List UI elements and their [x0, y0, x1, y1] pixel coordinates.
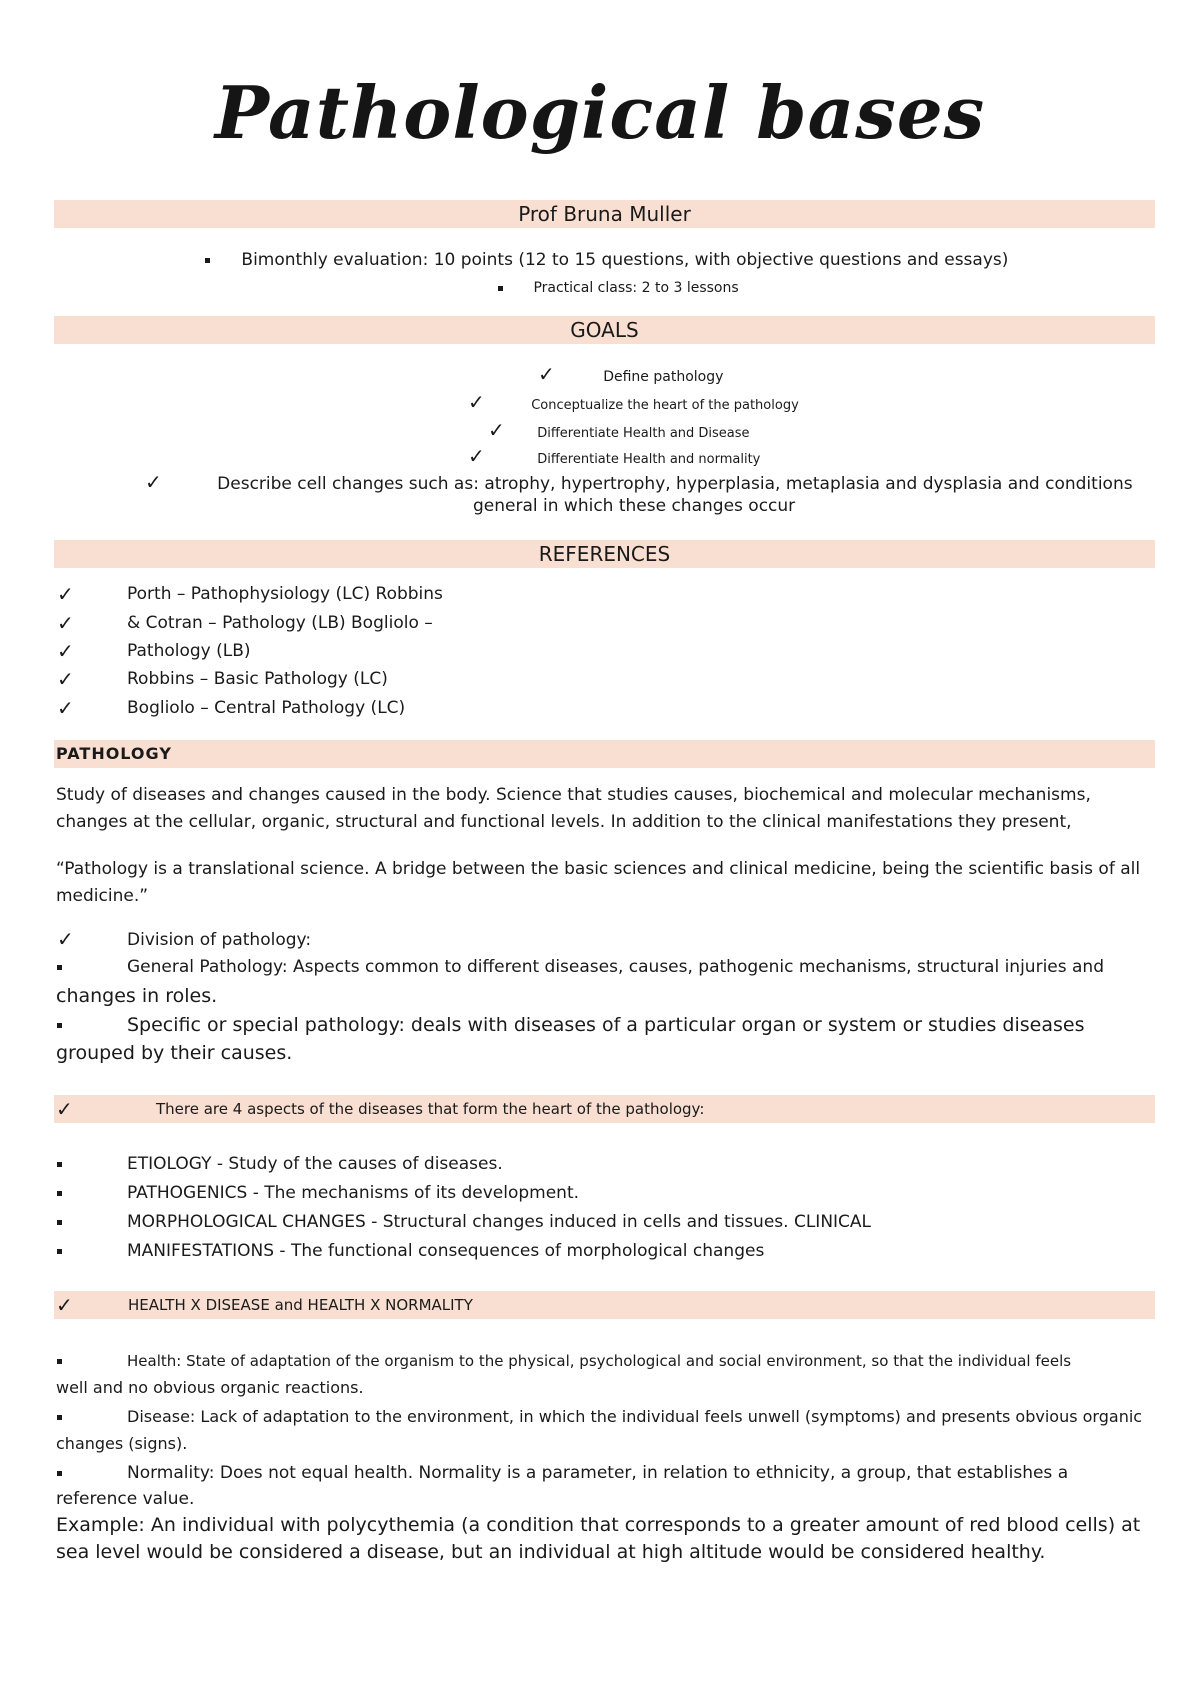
evaluation-item: Practical class: 2 to 3 lessons	[498, 280, 739, 296]
pathology-band	[54, 740, 1155, 768]
example-line-2: sea level would be considered a disease, but an individual at high altitude would be considered healthy.	[56, 1541, 1046, 1563]
check-icon: ✓	[57, 582, 74, 606]
check-icon: ✓	[488, 418, 505, 442]
division-item-general: General Pathology: Aspects common to different diseases, causes, pathogenic mechanisms, structural injuries and	[57, 957, 62, 977]
disease-definition: Disease: Lack of adaptation to the environment, in which the individual feels unwell (symptoms) and presents obvious organic	[57, 1407, 62, 1426]
check-icon: ✓	[56, 1097, 73, 1121]
pathology-description: Study of diseases and changes caused in the body. Science that studies causes, biochemical and molecular mechanisms, changes at the cellular, organic, structural and functional levels. In addition to the clinical manifestations they present,	[56, 785, 1091, 832]
evaluation-item: Bimonthly evaluation: 10 points (12 to 15 questions, with objective questions and essays)	[205, 250, 1008, 270]
health-definition-cont: well and no obvious organic reactions.	[56, 1378, 364, 1397]
division-item-general-cont: changes in roles.	[56, 985, 218, 1007]
division-item-specific-cont: grouped by their causes.	[56, 1042, 293, 1064]
example-line-1: Example: An individual with polycythemia (a condition that corresponds to a greater amount of red blood cells) at	[56, 1514, 1141, 1536]
health-band	[54, 1291, 1155, 1319]
check-icon: ✓	[468, 444, 485, 468]
goal-item: ✓ Define pathology	[538, 362, 724, 386]
health-heading: HEALTH X DISEASE and HEALTH X NORMALITY	[128, 1296, 473, 1314]
goal-item: ✓ Differentiate Health and normality	[468, 444, 761, 468]
division-heading: ✓ Division of pathology:	[57, 927, 312, 951]
check-icon: ✓	[56, 1293, 73, 1317]
bullet-square-icon	[57, 1249, 62, 1254]
aspect-item: MANIFESTATIONS - The functional consequences of morphological changes	[57, 1241, 62, 1261]
goal-item: ✓ Differentiate Health and Disease	[488, 418, 750, 442]
professor-band	[54, 200, 1155, 228]
aspect-item: PATHOGENICS - The mechanisms of its development.	[57, 1183, 62, 1203]
bullet-square-icon	[57, 1359, 62, 1364]
check-icon: ✓	[145, 470, 162, 494]
normality-definition-cont: reference value.	[56, 1489, 195, 1509]
references-heading: REFERENCES	[538, 542, 671, 566]
goal-item: ✓ Conceptualize the heart of the pathology	[468, 390, 799, 414]
bullet-square-icon	[57, 1415, 62, 1420]
reference-item: ✓ & Cotran – Pathology (LB) Bogliolo –	[57, 611, 433, 635]
normality-definition: Normality: Does not equal health. Normality is a parameter, in relation to ethnicity, a group, that establishes a	[57, 1463, 62, 1483]
reference-item: ✓ Pathology (LB)	[57, 639, 251, 663]
bullet-square-icon	[57, 1220, 62, 1225]
aspect-item: MORPHOLOGICAL CHANGES - Structural changes induced in cells and tissues. CLINICAL	[57, 1212, 62, 1232]
references-band	[54, 540, 1155, 568]
check-icon: ✓	[57, 639, 74, 663]
professor-name: Prof Bruna Muller	[518, 202, 691, 226]
bullet-square-icon	[205, 258, 210, 263]
aspects-heading: There are 4 aspects of the diseases that form the heart of the pathology:	[156, 1100, 705, 1118]
check-icon: ✓	[468, 390, 485, 414]
disease-definition-cont: changes (signs).	[56, 1434, 188, 1453]
page-title: Pathological bases	[214, 70, 986, 155]
aspect-item: ETIOLOGY - Study of the causes of diseases.	[57, 1154, 62, 1174]
goal-item-continuation: general in which these changes occur	[473, 496, 796, 516]
division-item-specific: Specific or special pathology: deals with diseases of a particular organ or system or studies diseases	[57, 1014, 62, 1036]
reference-item: ✓ Porth – Pathophysiology (LC) Robbins	[57, 582, 443, 606]
bullet-square-icon	[57, 1023, 62, 1028]
check-icon: ✓	[57, 696, 74, 720]
bullet-square-icon	[498, 286, 503, 291]
pathology-heading: PATHOLOGY	[56, 744, 172, 763]
check-icon: ✓	[57, 927, 74, 951]
check-icon: ✓	[57, 667, 74, 691]
goals-heading: GOALS	[570, 318, 639, 342]
bullet-square-icon	[57, 1471, 62, 1476]
goal-item: ✓ Describe cell changes such as: atrophy, hypertrophy, hyperplasia, metaplasia and dysplasia and conditions	[145, 470, 1133, 494]
aspects-band	[54, 1095, 1155, 1123]
bullet-square-icon	[57, 1162, 62, 1167]
health-definition: Health: State of adaptation of the organism to the physical, psychological and social environment, so that the individual feels	[57, 1352, 62, 1370]
pathology-quote: “Pathology is a translational science. A bridge between the basic sciences and clinical medicine, being the scientific basis of all medicine.”	[56, 859, 1141, 906]
bullet-square-icon	[57, 1191, 62, 1196]
check-icon: ✓	[57, 611, 74, 635]
bullet-square-icon	[57, 965, 62, 970]
reference-item: ✓ Bogliolo – Central Pathology (LC)	[57, 696, 406, 720]
reference-item: ✓ Robbins – Basic Pathology (LC)	[57, 667, 388, 691]
goals-band	[54, 316, 1155, 344]
check-icon: ✓	[538, 362, 555, 386]
